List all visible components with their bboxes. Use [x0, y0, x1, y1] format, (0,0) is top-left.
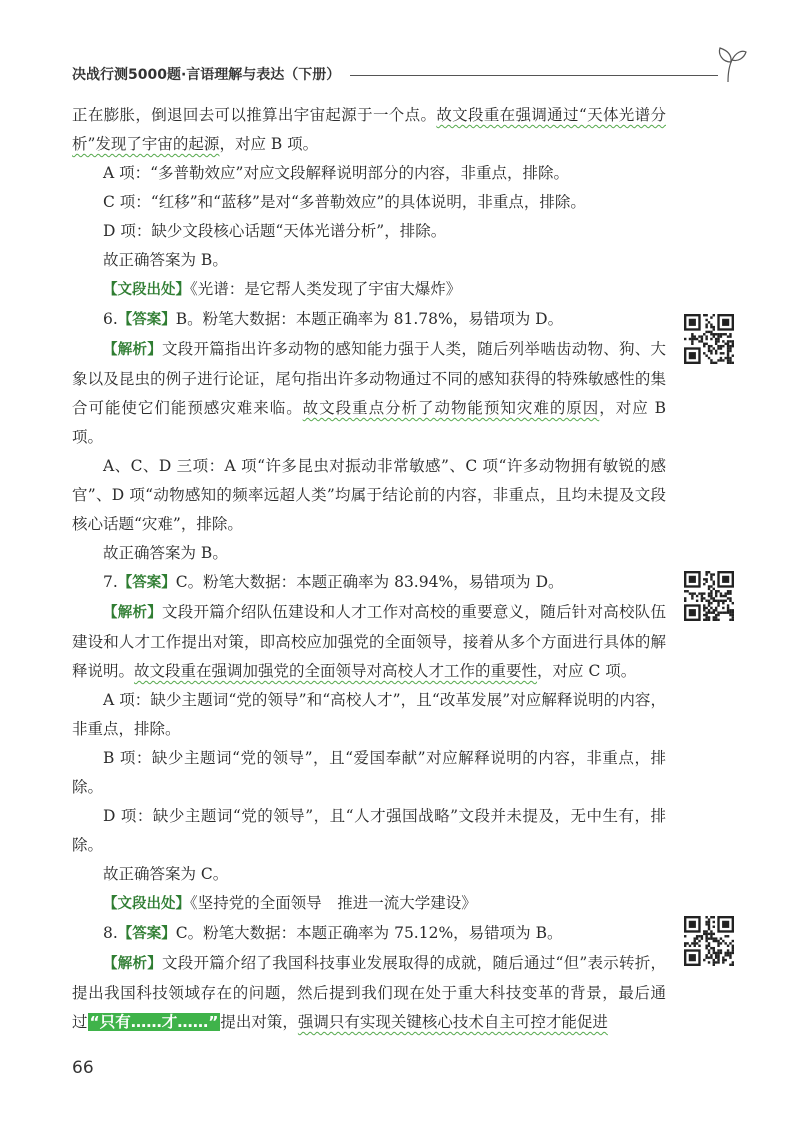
header-rule	[350, 75, 718, 76]
q8-answer: 8.【答案】C。粉笔大数据：本题正确率为 75.12%，易错项为 B。	[103, 924, 563, 942]
qr-code-q8[interactable]	[684, 916, 734, 966]
q7-option-b: B 项：缺少主题词“党的领导”，且“爱国奉献”对应解释说明的内容，非重点，排除。	[72, 749, 666, 796]
q7-answer: 7.【答案】C。粉笔大数据：本题正确率为 83.94%，易错项为 D。	[103, 573, 564, 591]
q8-analysis: 【解析】文段开篇介绍了我国科技事业发展取得的成就，随后通过“但”表示转折，提出我国科技领域存在的问题，然后提到我们现在处于重大科技变革的背景，最后通过 “只有……才……” 提出对策，强调只有实现关键核心技术自主可控才能促进	[72, 954, 666, 1031]
q6-analysis: 【解析】文段开篇指出许多动物的感知能力强于人类，随后列举啮齿动物、狗、大象以及昆虫的例子进行论证，尾句指出许多动物通过不同的感知获得的特殊敏感性的集合可能使它们能预感灾难来临。故文段重点分析了动物能预知灾难的原因，对应 B 项。	[72, 340, 666, 446]
qr-code-q7[interactable]	[684, 571, 734, 621]
q6-options-analysis: A、C、D 三项：A 项“许多昆虫对振动非常敏感”、C 项“许多动物拥有敏锐的感官”、D 项“动物感知的频率远超人类”均属于结论前的内容，非重点，且均未提及文段核心话题“灾难”，排除。	[72, 457, 666, 533]
q7-source: 【文段出处】《坚持党的全面领导 推进一流大学建设》	[103, 894, 477, 912]
answer-tag: 【答案】	[117, 926, 176, 942]
answer-explanations	[72, 101, 666, 1037]
answer-tag: 【答案】	[117, 312, 176, 328]
option-d-analysis: D 项：缺少文段核心话题“天体光谱分析”，排除。	[103, 222, 447, 240]
q7-analysis: 【解析】文段开篇介绍队伍建设和人才工作对高校的重要意义，随后针对高校队伍建设和人才工作提出对策，即高校应加强党的全面领导，接着从多个方面进行具体的解释说明。故文段重在强调加强党的全面领导对高校人才工作的重要性，对应 C 项。	[72, 603, 666, 680]
q7-correct-answer: 故正确答案为 C。	[103, 865, 229, 883]
paragraph-cont: 正在膨胀，倒退回去可以推算出宇宙起源于一个点。故文段重在强调通过“天体光谱分析”发现了宇宙的起源，对应 B 项。	[72, 106, 666, 153]
qr-code-q6[interactable]	[684, 314, 734, 364]
correct-answer-line: 故正确答案为 B。	[103, 251, 228, 269]
source-tag: 【文段出处】	[103, 896, 190, 912]
q6-answer: 6.【答案】B。粉笔大数据：本题正确率为 81.78%，易错项为 D。	[103, 310, 564, 328]
book-title: 决战行测5000题·言语理解与表达（下册）	[72, 67, 341, 83]
keyword-highlight: “只有……才……”	[89, 1013, 219, 1031]
option-a-analysis: A 项：“多普勒效应”对应文段解释说明部分的内容，非重点，排除。	[103, 164, 569, 182]
page-number: 66	[72, 1058, 94, 1078]
analysis-tag: 【解析】	[103, 342, 163, 358]
key-sentence: 故文段重点分析了动物能预知灾难的原因	[302, 399, 600, 417]
answer-tag: 【答案】	[117, 575, 176, 591]
source-tag: 【文段出处】	[103, 282, 190, 298]
q7-option-d: D 项：缺少主题词“党的领导”，且“人才强国战略”文段并未提及，无中生有，排除。	[72, 807, 666, 854]
source-line: 【文段出处】《光谱：是它帮人类发现了宇宙大爆炸》	[103, 280, 462, 298]
key-sentence: 故文段重在强调加强党的全面领导对高校人才工作的重要性	[134, 662, 538, 680]
running-header	[72, 64, 748, 90]
key-sentence: 故文段重在强调通过“天体光谱分析”发现了宇宙的起源	[72, 106, 666, 153]
q7-option-a: A 项：缺少主题词“党的领导”和“高校人才”，且“改革发展”对应解释说明的内容，非重点，排除。	[72, 691, 666, 738]
option-c-analysis: C 项：“红移”和“蓝移”是对“多普勒效应”的具体说明，非重点，排除。	[103, 193, 586, 211]
q6-correct-answer: 故正确答案为 B。	[103, 544, 228, 562]
analysis-tag: 【解析】	[103, 956, 162, 972]
analysis-tag: 【解析】	[103, 605, 163, 621]
sprout-icon	[708, 42, 748, 84]
key-sentence: 强调只有实现关键核心技术自主可控才能促进	[297, 1013, 608, 1031]
